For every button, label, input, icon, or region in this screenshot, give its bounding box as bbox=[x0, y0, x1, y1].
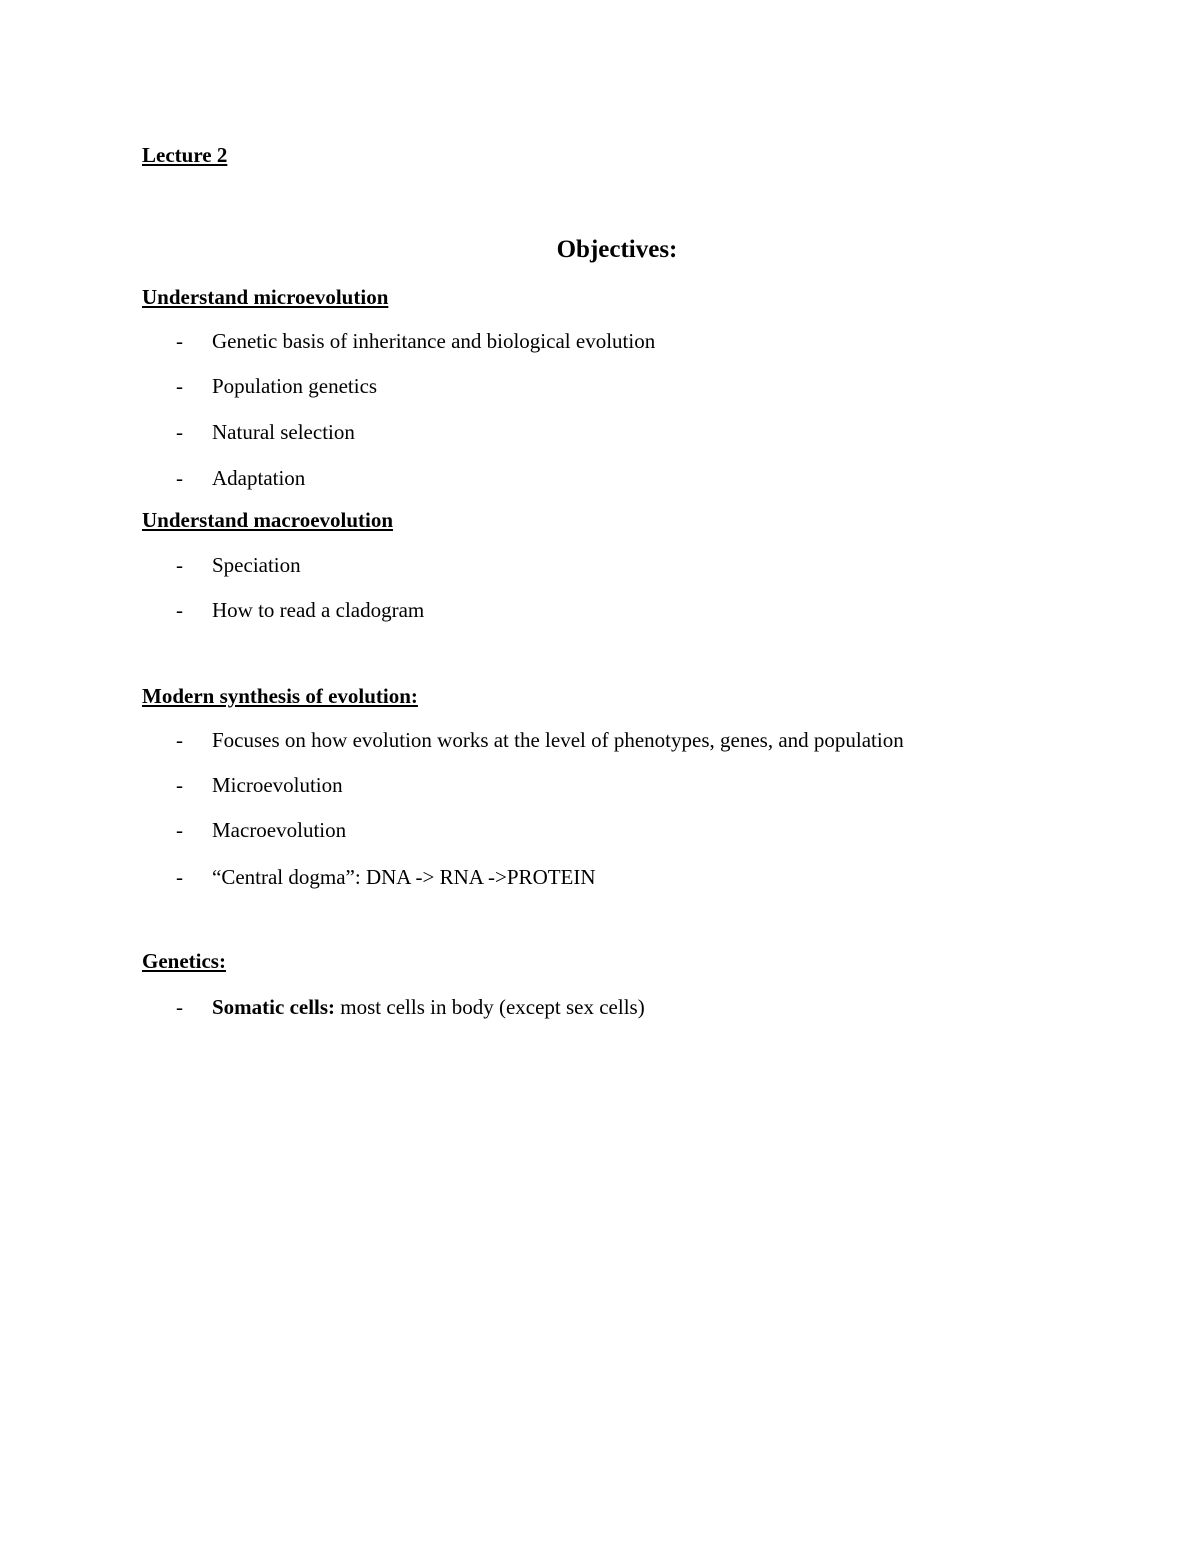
bullet-dash: - bbox=[176, 329, 183, 353]
section-heading-macroevolution: Understand macroevolution bbox=[142, 508, 394, 532]
bullet-dash: - bbox=[176, 374, 183, 398]
bullet-dash: - bbox=[176, 818, 183, 842]
list-item-text: Adaptation bbox=[212, 466, 306, 490]
definition-term: Somatic cells: bbox=[212, 995, 336, 1019]
lecture-label: Lecture 2 bbox=[142, 143, 228, 167]
page-title: Objectives: bbox=[556, 236, 678, 263]
section-heading-microevolution: Understand microevolution bbox=[142, 285, 389, 309]
bullet-dash: - bbox=[176, 466, 183, 490]
list-item-text: Population genetics bbox=[212, 374, 378, 398]
list-item-text: Genetic basis of inheritance and biological evolution bbox=[212, 329, 656, 353]
list-item-text: Speciation bbox=[212, 553, 301, 577]
list-item-text: “Central dogma”: DNA -> RNA ->PROTEIN bbox=[212, 865, 596, 889]
list-item-text: Microevolution bbox=[212, 773, 343, 797]
list-item-text: Macroevolution bbox=[212, 818, 347, 842]
list-item-text: Focuses on how evolution works at the level of phenotypes, genes, and population bbox=[212, 728, 904, 752]
bullet-dash: - bbox=[176, 995, 183, 1019]
section-heading-genetics: Genetics: bbox=[142, 949, 226, 973]
list-item-text: Natural selection bbox=[212, 420, 355, 444]
bullet-dash: - bbox=[176, 420, 183, 444]
bullet-dash: - bbox=[176, 773, 183, 797]
list-item-text: How to read a cladogram bbox=[212, 598, 425, 622]
definition-text: most cells in body (except sex cells) bbox=[335, 995, 645, 1019]
list-item-text bbox=[212, 995, 645, 1019]
bullet-dash: - bbox=[176, 553, 183, 577]
bullet-dash: - bbox=[176, 728, 183, 752]
section-heading-modern-synthesis: Modern synthesis of evolution: bbox=[142, 684, 418, 708]
bullet-dash: - bbox=[176, 865, 183, 889]
bullet-dash: - bbox=[176, 598, 183, 622]
